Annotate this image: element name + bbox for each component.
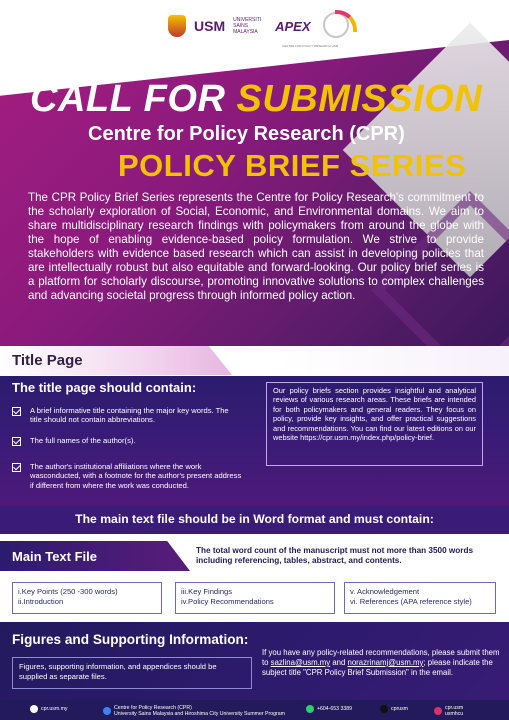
title-page-item <box>12 436 242 446</box>
requirement-item: vi. References (APA reference style) <box>350 597 472 606</box>
footer-facebook-line1: Centre for Policy Research (CPR) <box>114 705 192 711</box>
email-link-1[interactable]: sazlina@usm.my <box>270 658 331 667</box>
cpr-title: Centre for Policy Research (CPR) <box>88 123 405 145</box>
title-page-item-text: A brief informative title containing the major key words. The title should not contain abbreviations. <box>30 406 229 425</box>
word-count-note: The total word count of the manuscript must not more than 3500 words including referencing, tables, abstract, and contents. <box>196 546 474 566</box>
facebook-icon <box>103 707 111 715</box>
logo-strip <box>168 10 359 42</box>
usm-logo-subtitle: UNIVERSITI SAINS MALAYSIA <box>233 17 262 35</box>
title-page-item-text: The full names of the author(s). <box>30 436 136 445</box>
main-text-file-label: Main Text File <box>12 549 97 564</box>
checkbox-icon <box>12 407 21 416</box>
requirement-item: v. Acknowledgement <box>350 587 420 596</box>
footer-facebook[interactable] <box>103 705 285 717</box>
footer-instagram[interactable] <box>434 705 463 717</box>
footer-tiktok-text: cprusm <box>391 705 409 712</box>
series-title: POLICY BRIEF SERIES <box>118 148 467 183</box>
footer <box>0 700 509 720</box>
cpr-logo-text: CENTRE FOR POLICY RESEARCH USM <box>282 44 339 48</box>
call-for-submission-heading <box>30 78 482 121</box>
figures-heading: Figures and Supporting Information: <box>12 632 249 647</box>
checkbox-icon <box>12 463 21 472</box>
cpr-logo-icon <box>319 10 359 42</box>
footer-phone-text: +604-653 3389 <box>317 705 353 712</box>
tiktok-icon <box>380 705 388 713</box>
requirement-item: ii.Introduction <box>18 597 64 606</box>
submission-text: SUBMISSION <box>236 78 483 120</box>
checkbox-icon <box>12 437 21 446</box>
contact-text-pre: If you have any policy-related recommendations, please submit them to <box>262 648 500 667</box>
requirement-item: iv.Policy Recommendations <box>181 597 274 606</box>
figures-box: Figures, supporting information, and appendices should be supplied as separate files. <box>12 657 252 689</box>
title-page-label: Title Page <box>12 352 83 369</box>
footer-tiktok[interactable] <box>380 705 408 713</box>
apex-logo: APEX <box>275 18 311 34</box>
intro-paragraph: The CPR Policy Brief Series represents the Centre for Policy Research's commitment to the scholarly exploration of Social, Economic, and Environmental domains. We aim to share multidisciplinary research findings with policymakers from around the globe with the hope of enabling evidence-based policy formulation. We strive to provide stakeholders with evidence based research which can assist in developing policies that are intellectually robust but also equitable and forward-looking. Our policy brief series is a platform for scholarly discourse, promoting innovative solutions to complex challenges and advancing societal progress through informed policy action. <box>28 191 484 302</box>
email-link-2[interactable]: norazrinamj@usm.my <box>347 658 424 667</box>
word-format-banner: The main text file should be in Word format and must contain: <box>0 506 509 534</box>
footer-phone[interactable] <box>306 705 352 713</box>
title-page-item-text: The author's institutional affiliations where the work wasconducted, with a footnote for the author's present address if different from where the work was conducted. <box>30 462 242 490</box>
usm-logo: USM <box>194 18 226 34</box>
footer-instagram-line1: cpr.usm <box>445 705 464 711</box>
contact-text-post: ; please indicate the subject title "CPR Policy Brief Submission" in the email. <box>262 658 493 677</box>
requirement-item: iii.Key Findings <box>181 587 233 596</box>
title-page-heading: The title page should contain: <box>12 380 197 395</box>
whatsapp-icon <box>306 705 314 713</box>
contact-paragraph <box>262 648 502 678</box>
title-page-item <box>12 462 242 490</box>
footer-facebook-line2: University Sains Malaysia and Hiroshima City University Summer Program <box>114 711 285 718</box>
globe-icon <box>30 705 38 713</box>
requirements-box-2 <box>175 582 335 614</box>
call-for-text: CALL FOR <box>30 78 226 120</box>
policy-brief-info-box: Our policy briefs section provides insightful and analytical reviews of various research areas. These briefs are intended for both policymakers and general readers. They focus on policy, provide key insights, and offer practical suggestions and recommendations. You can find our latest editions on our website https://cpr.usm.my/index.php/policy-brief. <box>266 382 483 466</box>
usm-crest-icon <box>168 15 186 37</box>
footer-instagram-line2: usmhcu <box>445 711 464 718</box>
title-page-item <box>12 406 242 425</box>
contact-text-and: and <box>330 658 348 667</box>
requirements-box-1 <box>12 582 162 614</box>
instagram-icon <box>434 707 442 715</box>
requirements-box-3 <box>344 582 496 614</box>
footer-web[interactable] <box>30 705 68 713</box>
requirement-item: i.Key Points (250 -300 words) <box>18 587 118 596</box>
footer-web-text: cpr.usm.my <box>41 705 68 712</box>
